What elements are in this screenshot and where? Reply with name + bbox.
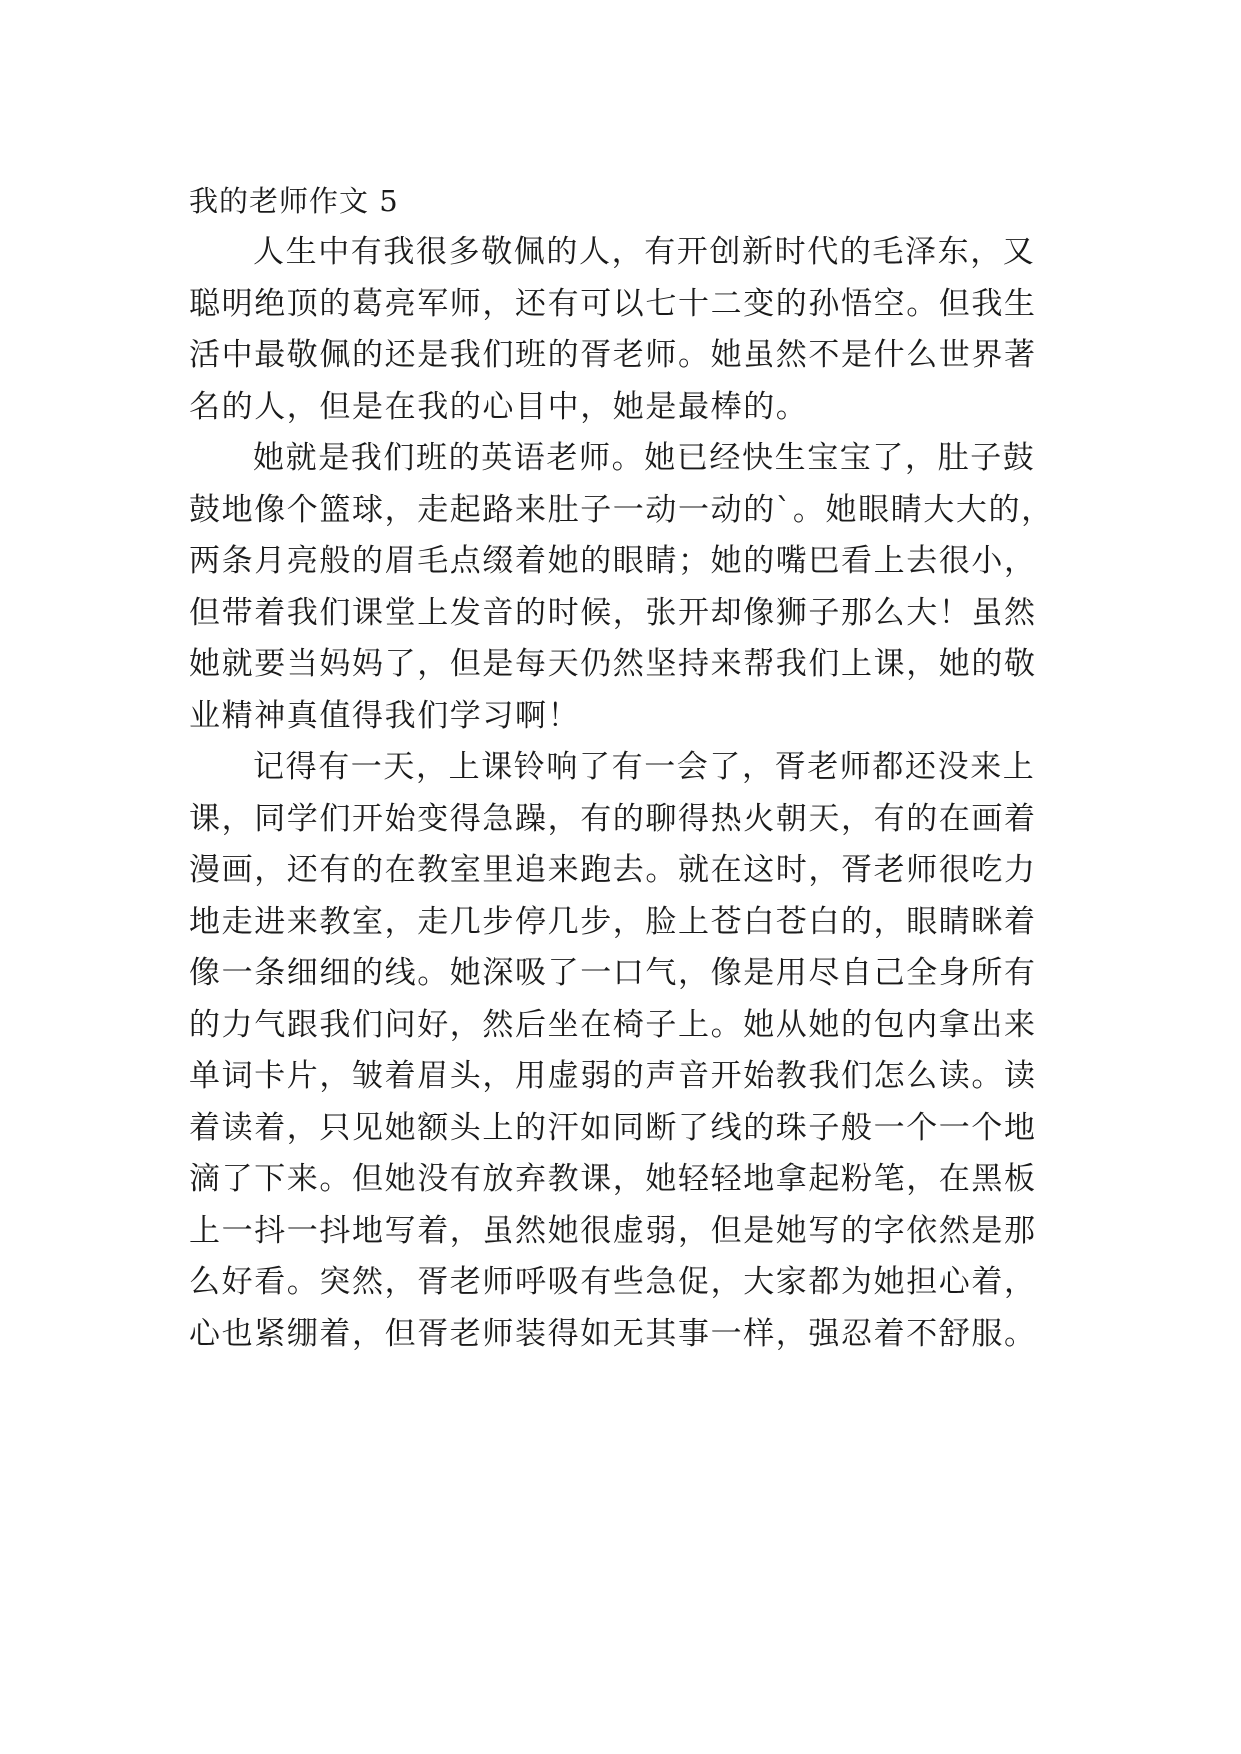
document-title: 我的老师作文 5 — [189, 184, 399, 218]
paragraph-line: 心也紧绷着，但胥老师装得如无其事一样，强忍着不舒服。 — [189, 1315, 1037, 1352]
paragraph-line: 地走进来教室，走几步停几步，脸上苍白苍白的，眼睛眯着 — [189, 903, 1037, 940]
paragraph-line: 课，同学们开始变得急躁，有的聊得热火朝天，有的在画着 — [189, 800, 1037, 837]
paragraph-line: 鼓地像个篮球，走起路来肚子一动一动的`。她眼睛大大的， — [189, 491, 1054, 528]
paragraph-line: 聪明绝顶的葛亮军师，还有可以七十二变的孙悟空。但我生 — [189, 285, 1037, 322]
paragraph-line: 上一抖一抖地写着，虽然她很虚弱，但是她写的字依然是那 — [189, 1212, 1037, 1249]
paragraph-line: 人生中有我很多敬佩的人，有开创新时代的毛泽东，又 — [253, 234, 1036, 270]
paragraph-line: 滴了下来。但她没有放弃教课，她轻轻地拿起粉笔，在黑板 — [189, 1161, 1037, 1197]
paragraph-line: 两条月亮般的眉毛点缀着她的眼睛；她的嘴巴看上去很小， — [189, 543, 1037, 579]
paragraph-line: 像一条细细的线。她深吸了一口气，像是用尽自己全身所有 — [189, 955, 1037, 991]
paragraph-line: 着读着，只见她额头上的汗如同断了线的珠子般一个一个地 — [189, 1109, 1037, 1146]
paragraph-line: 她就是我们班的英语老师。她已经快生宝宝了，肚子鼓 — [253, 440, 1036, 476]
document-body — [189, 176, 1074, 1360]
paragraph-line: 的力气跟我们问好，然后坐在椅子上。她从她的包内拿出来 — [189, 1006, 1037, 1043]
paragraph-line: 单词卡片，皱着眉头，用虚弱的声音开始教我们怎么读。读 — [189, 1058, 1037, 1094]
paragraph-line: 么好看。突然，胥老师呼吸有些急促，大家都为她担心着， — [189, 1264, 1037, 1300]
paragraph-line: 名的人，但是在我的心目中，她是最棒的。 — [189, 388, 809, 425]
paragraph-line: 但带着我们课堂上发音的时候，张开却像狮子那么大！虽然 — [189, 594, 1037, 631]
paragraph-line: 活中最敬佩的还是我们班的胥老师。她虽然不是什么世界著 — [189, 337, 1037, 373]
paragraph-line: 她就要当妈妈了，但是每天仍然坚持来帮我们上课，她的敬 — [189, 646, 1037, 682]
paragraph-line: 业精神真值得我们学习啊！ — [189, 697, 581, 734]
paragraph-line: 记得有一天，上课铃响了有一会了，胥老师都还没来上 — [253, 749, 1036, 785]
paragraph-line: 漫画，还有的在教室里追来跑去。就在这时，胥老师很吃力 — [189, 852, 1037, 888]
